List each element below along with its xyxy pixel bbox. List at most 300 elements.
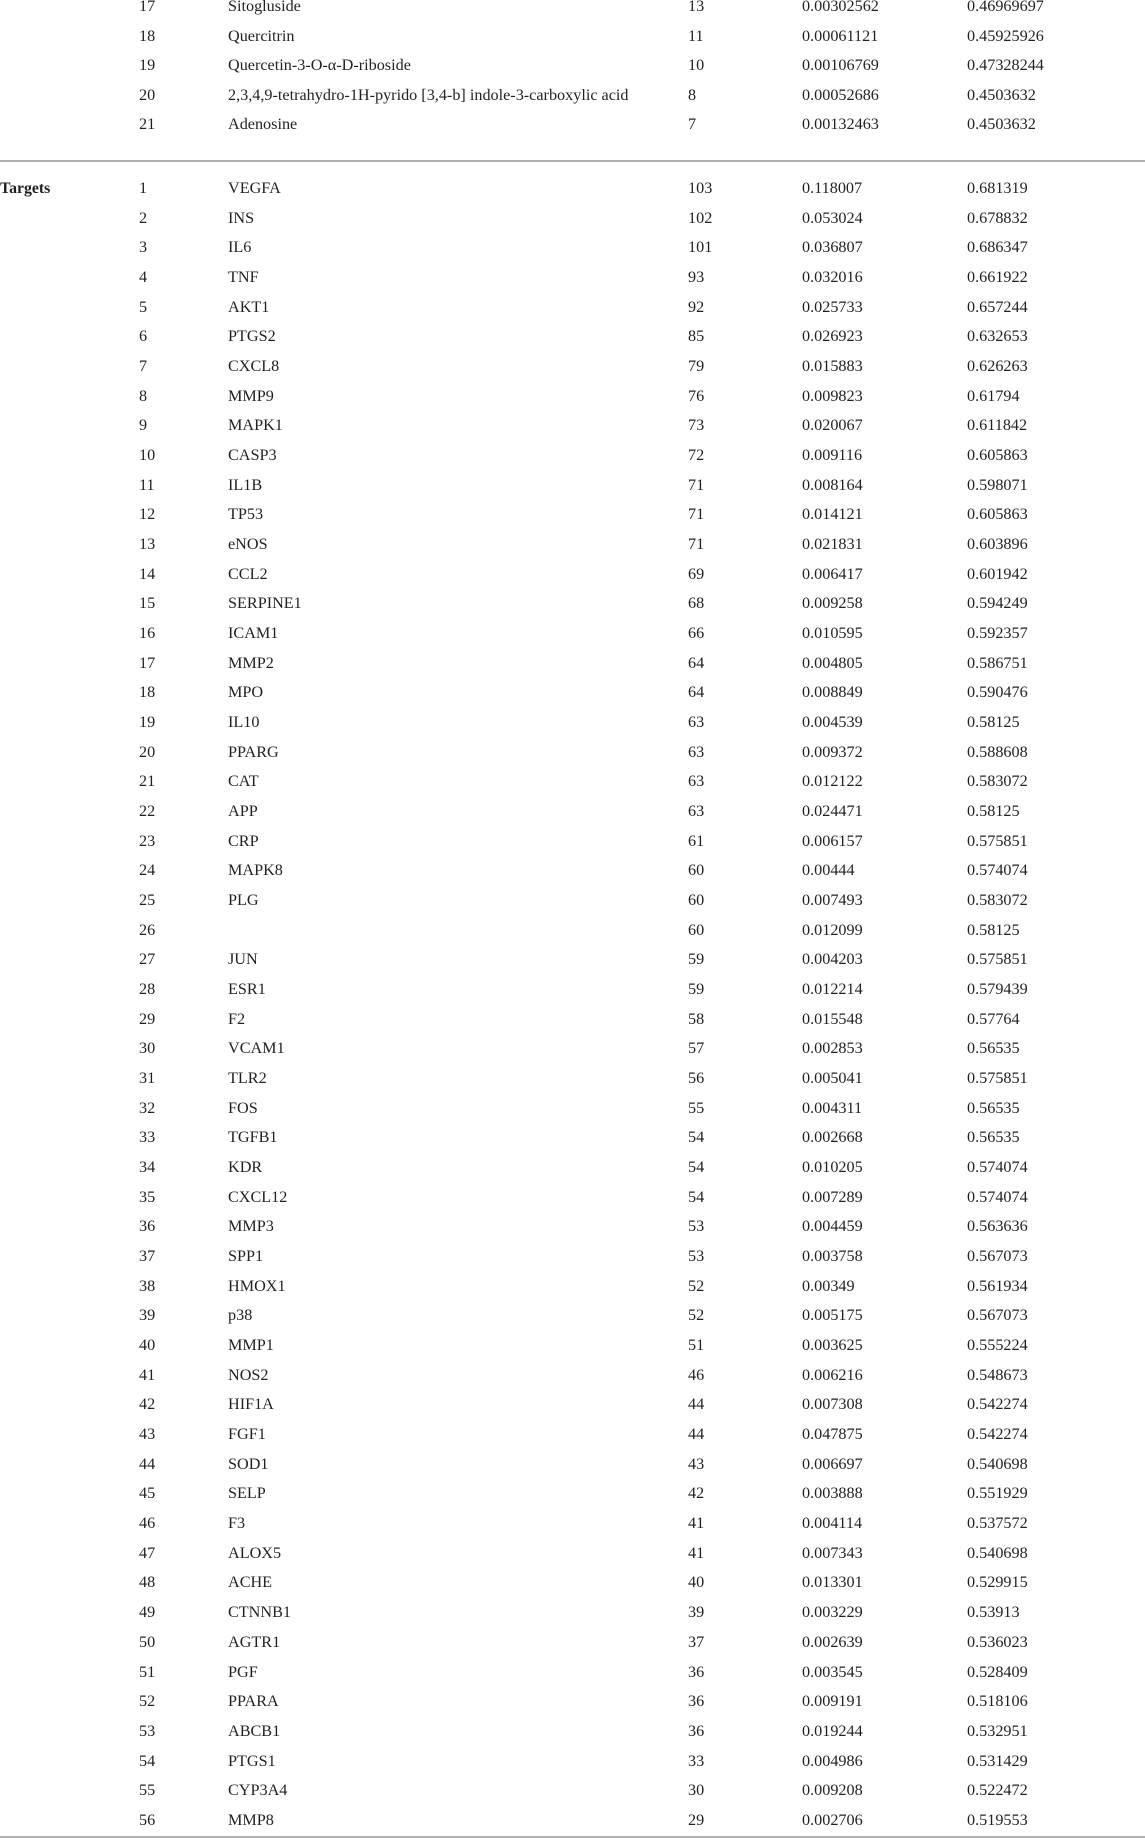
name-cell: VCAM1 — [228, 1039, 285, 1058]
closeness-cell: 0.4503632 — [967, 85, 1036, 104]
table-row — [0, 1064, 1145, 1094]
betweenness-cell: 0.024471 — [802, 802, 863, 821]
closeness-cell: 0.61794 — [967, 386, 1020, 405]
degree-cell: 7 — [688, 115, 697, 134]
degree-cell: 51 — [688, 1336, 705, 1355]
table-row — [0, 1183, 1145, 1213]
degree-cell: 60 — [688, 891, 705, 910]
closeness-cell: 0.598071 — [967, 475, 1028, 494]
degree-cell: 55 — [688, 1098, 705, 1117]
name-cell: Quercetin-3-O-α-D-riboside — [228, 56, 411, 75]
degree-cell: 40 — [688, 1573, 705, 1592]
rank-cell: 23 — [139, 831, 156, 850]
closeness-cell: 0.56535 — [967, 1039, 1020, 1058]
degree-cell: 66 — [688, 624, 705, 643]
degree-cell: 56 — [688, 1069, 705, 1088]
name-cell: KDR — [228, 1158, 263, 1177]
degree-cell: 92 — [688, 297, 705, 316]
closeness-cell: 0.575851 — [967, 1069, 1028, 1088]
rank-cell: 56 — [139, 1810, 156, 1829]
name-cell: p38 — [228, 1306, 253, 1325]
closeness-cell: 0.47328244 — [967, 56, 1044, 75]
closeness-cell: 0.4503632 — [967, 115, 1036, 134]
betweenness-cell: 0.00061121 — [802, 26, 879, 45]
rank-cell: 31 — [139, 1069, 156, 1088]
name-cell: eNOS — [228, 535, 268, 554]
table-row — [0, 352, 1145, 382]
table-row — [0, 916, 1145, 946]
rank-cell: 51 — [139, 1662, 156, 1681]
betweenness-cell: 0.003625 — [802, 1336, 863, 1355]
rank-cell: 55 — [139, 1781, 156, 1800]
table-row — [0, 1687, 1145, 1717]
name-cell: AKT1 — [228, 297, 270, 316]
closeness-cell: 0.58125 — [967, 920, 1020, 939]
table-row — [0, 1094, 1145, 1124]
name-cell: PLG — [228, 891, 259, 910]
table-row — [0, 174, 1145, 204]
betweenness-cell: 0.002706 — [802, 1810, 863, 1829]
table-row — [0, 678, 1145, 708]
name-cell: ACHE — [228, 1573, 273, 1592]
degree-cell: 8 — [688, 85, 697, 104]
betweenness-cell: 0.012122 — [802, 772, 863, 791]
betweenness-cell: 0.002853 — [802, 1039, 863, 1058]
betweenness-cell: 0.003229 — [802, 1603, 863, 1622]
betweenness-cell: 0.004459 — [802, 1217, 863, 1236]
rank-cell: 21 — [139, 772, 156, 791]
betweenness-cell: 0.006216 — [802, 1365, 863, 1384]
name-cell: SOD1 — [228, 1454, 269, 1473]
name-cell: SERPINE1 — [228, 594, 302, 613]
closeness-cell: 0.574074 — [967, 1187, 1028, 1206]
table-row — [0, 1005, 1145, 1035]
rank-cell: 20 — [139, 742, 156, 761]
table-row — [0, 560, 1145, 590]
degree-cell: 61 — [688, 831, 705, 850]
table-row — [0, 1747, 1145, 1777]
table-row — [0, 1717, 1145, 1747]
closeness-cell: 0.626263 — [967, 357, 1028, 376]
degree-cell: 101 — [688, 238, 713, 257]
name-cell: HMOX1 — [228, 1276, 286, 1295]
rank-cell: 6 — [139, 327, 148, 346]
closeness-cell: 0.531429 — [967, 1751, 1028, 1770]
closeness-cell: 0.519553 — [967, 1810, 1028, 1829]
rank-cell: 54 — [139, 1751, 156, 1770]
rank-cell: 27 — [139, 950, 156, 969]
degree-cell: 63 — [688, 713, 705, 732]
degree-cell: 103 — [688, 179, 713, 197]
closeness-cell: 0.661922 — [967, 268, 1028, 286]
degree-cell: 13 — [688, 0, 705, 15]
rank-cell: 8 — [139, 386, 148, 405]
closeness-cell: 0.56535 — [967, 1128, 1020, 1147]
degree-cell: 60 — [688, 861, 705, 880]
degree-cell: 64 — [688, 683, 705, 702]
rank-cell: 15 — [139, 594, 156, 613]
closeness-cell: 0.542274 — [967, 1425, 1028, 1444]
rank-cell: 42 — [139, 1395, 156, 1414]
table-row — [0, 856, 1145, 886]
betweenness-cell: 0.032016 — [802, 268, 863, 286]
rank-cell: 38 — [139, 1276, 156, 1295]
rank-cell: 17 — [139, 0, 156, 15]
closeness-cell: 0.601942 — [967, 564, 1028, 583]
name-cell: MAPK1 — [228, 416, 283, 435]
closeness-cell: 0.575851 — [967, 950, 1028, 969]
closeness-cell: 0.605863 — [967, 505, 1028, 524]
closeness-cell: 0.603896 — [967, 535, 1028, 554]
rank-cell: 10 — [139, 446, 156, 465]
table-row — [0, 1598, 1145, 1628]
betweenness-cell: 0.002639 — [802, 1632, 863, 1651]
degree-cell: 76 — [688, 386, 705, 405]
degree-cell: 52 — [688, 1306, 705, 1325]
closeness-cell: 0.529915 — [967, 1573, 1028, 1592]
name-cell: IL6 — [228, 238, 252, 257]
name-cell: Quercitrin — [228, 26, 295, 45]
betweenness-cell: 0.012099 — [802, 920, 863, 939]
degree-cell: 69 — [688, 564, 705, 583]
table-row — [0, 1479, 1145, 1509]
name-cell: CAT — [228, 772, 259, 791]
table-row — [0, 471, 1145, 501]
table-row — [0, 1361, 1145, 1391]
closeness-cell: 0.542274 — [967, 1395, 1028, 1414]
degree-cell: 53 — [688, 1217, 705, 1236]
table-row — [0, 827, 1145, 857]
name-cell: PTGS2 — [228, 327, 276, 346]
name-cell: HIF1A — [228, 1395, 274, 1414]
betweenness-cell: 0.003545 — [802, 1662, 863, 1681]
betweenness-cell: 0.012214 — [802, 980, 863, 999]
degree-cell: 33 — [688, 1751, 705, 1770]
name-cell: ABCB1 — [228, 1721, 281, 1740]
betweenness-cell: 0.00302562 — [802, 0, 879, 15]
name-cell: JUN — [228, 950, 258, 969]
betweenness-cell: 0.007308 — [802, 1395, 863, 1414]
betweenness-cell: 0.006417 — [802, 564, 863, 583]
closeness-cell: 0.586751 — [967, 653, 1028, 672]
betweenness-cell: 0.004986 — [802, 1751, 863, 1770]
degree-cell: 63 — [688, 802, 705, 821]
degree-cell: 73 — [688, 416, 705, 435]
table-row — [0, 975, 1145, 1005]
rank-cell: 26 — [139, 920, 156, 939]
closeness-cell: 0.567073 — [967, 1306, 1028, 1325]
betweenness-cell: 0.010205 — [802, 1158, 863, 1177]
table-row — [0, 767, 1145, 797]
table-row — [0, 411, 1145, 441]
degree-cell: 79 — [688, 357, 705, 376]
table-row — [0, 1034, 1145, 1064]
betweenness-cell: 0.014121 — [802, 505, 863, 524]
table-row — [0, 1776, 1145, 1806]
betweenness-cell: 0.015548 — [802, 1009, 863, 1028]
closeness-cell: 0.551929 — [967, 1484, 1028, 1503]
table-row — [0, 1153, 1145, 1183]
name-cell: TLR2 — [228, 1069, 267, 1088]
degree-cell: 44 — [688, 1395, 705, 1414]
rank-cell: 33 — [139, 1128, 156, 1147]
table-row — [0, 51, 1145, 81]
rank-cell: 18 — [139, 683, 156, 702]
rank-cell: 24 — [139, 861, 156, 880]
closeness-cell: 0.563636 — [967, 1217, 1028, 1236]
table-row — [0, 204, 1145, 234]
rank-cell: 35 — [139, 1187, 156, 1206]
table-row — [0, 1242, 1145, 1272]
name-cell: APP — [228, 802, 258, 821]
rank-cell: 43 — [139, 1425, 156, 1444]
table-row — [0, 1301, 1145, 1331]
name-cell: FOS — [228, 1098, 258, 1117]
degree-cell: 30 — [688, 1781, 705, 1800]
table-row — [0, 500, 1145, 530]
degree-cell: 71 — [688, 475, 705, 494]
name-cell: MMP1 — [228, 1336, 274, 1355]
closeness-cell: 0.632653 — [967, 327, 1028, 346]
table-row — [0, 1658, 1145, 1688]
rank-cell: 52 — [139, 1692, 156, 1711]
name-cell: MMP3 — [228, 1217, 274, 1236]
degree-cell: 58 — [688, 1009, 705, 1028]
betweenness-cell: 0.009258 — [802, 594, 863, 613]
betweenness-cell: 0.00132463 — [802, 115, 879, 134]
betweenness-cell: 0.008849 — [802, 683, 863, 702]
rank-cell: 20 — [139, 85, 156, 104]
betweenness-cell: 0.009116 — [802, 446, 863, 465]
name-cell: FGF1 — [228, 1425, 266, 1444]
name-cell: TGFB1 — [228, 1128, 278, 1147]
name-cell: PPARG — [228, 742, 279, 761]
betweenness-cell: 0.036807 — [802, 238, 863, 257]
degree-cell: 63 — [688, 742, 705, 761]
betweenness-cell: 0.005175 — [802, 1306, 863, 1325]
name-cell: MMP2 — [228, 653, 274, 672]
degree-cell: 64 — [688, 653, 705, 672]
betweenness-cell: 0.006157 — [802, 831, 863, 850]
rank-cell: 40 — [139, 1336, 156, 1355]
closeness-cell: 0.540698 — [967, 1543, 1028, 1562]
table-row — [0, 619, 1145, 649]
table-row — [0, 530, 1145, 560]
closeness-cell: 0.592357 — [967, 624, 1028, 643]
betweenness-cell: 0.002668 — [802, 1128, 863, 1147]
table-row — [0, 293, 1145, 323]
closeness-cell: 0.588608 — [967, 742, 1028, 761]
name-cell: PGF — [228, 1662, 258, 1681]
degree-cell: 54 — [688, 1187, 705, 1206]
rank-cell: 16 — [139, 624, 156, 643]
name-cell: SPP1 — [228, 1247, 264, 1266]
rank-cell: 11 — [139, 475, 155, 494]
degree-cell: 36 — [688, 1692, 705, 1711]
degree-cell: 59 — [688, 950, 705, 969]
rank-cell: 19 — [139, 56, 156, 75]
rank-cell: 19 — [139, 713, 156, 732]
rank-cell: 44 — [139, 1454, 156, 1473]
degree-cell: 36 — [688, 1721, 705, 1740]
rank-cell: 25 — [139, 891, 156, 910]
rank-cell: 21 — [139, 115, 156, 134]
closeness-cell: 0.555224 — [967, 1336, 1028, 1355]
betweenness-cell: 0.00444 — [802, 861, 855, 880]
betweenness-cell: 0.019244 — [802, 1721, 863, 1740]
betweenness-cell: 0.025733 — [802, 297, 863, 316]
degree-cell: 37 — [688, 1632, 705, 1651]
rank-cell: 48 — [139, 1573, 156, 1592]
name-cell: Sitogluside — [228, 0, 301, 15]
betweenness-cell: 0.008164 — [802, 475, 863, 494]
name-cell: CYP3A4 — [228, 1781, 288, 1800]
closeness-cell: 0.590476 — [967, 683, 1028, 702]
closeness-cell: 0.594249 — [967, 594, 1028, 613]
table-row — [0, 1272, 1145, 1302]
degree-cell: 71 — [688, 535, 705, 554]
degree-cell: 44 — [688, 1425, 705, 1444]
table-row — [0, 1509, 1145, 1539]
rank-cell: 29 — [139, 1009, 156, 1028]
table-row — [0, 649, 1145, 679]
degree-cell: 54 — [688, 1158, 705, 1177]
degree-cell: 10 — [688, 56, 705, 75]
name-cell: Adenosine — [228, 115, 298, 134]
rank-cell: 49 — [139, 1603, 156, 1622]
betweenness-cell: 0.00349 — [802, 1276, 855, 1295]
betweenness-cell: 0.026923 — [802, 327, 863, 346]
name-cell: CXCL12 — [228, 1187, 288, 1206]
rank-cell: 4 — [139, 268, 148, 286]
betweenness-cell: 0.009823 — [802, 386, 863, 405]
closeness-cell: 0.611842 — [967, 416, 1028, 435]
closeness-cell: 0.58125 — [967, 713, 1020, 732]
closeness-cell: 0.579439 — [967, 980, 1028, 999]
name-cell: VEGFA — [228, 179, 281, 197]
betweenness-cell: 0.004114 — [802, 1514, 863, 1533]
name-cell: MMP8 — [228, 1810, 274, 1829]
betweenness-cell: 0.003888 — [802, 1484, 863, 1503]
name-cell: IL1B — [228, 475, 263, 494]
rank-cell: 47 — [139, 1543, 156, 1562]
betweenness-cell: 0.010595 — [802, 624, 863, 643]
closeness-cell: 0.686347 — [967, 238, 1028, 257]
rank-cell: 12 — [139, 505, 156, 524]
closeness-cell: 0.561934 — [967, 1276, 1028, 1295]
name-cell: MPO — [228, 683, 264, 702]
name-cell: NOS2 — [228, 1365, 269, 1384]
degree-cell: 57 — [688, 1039, 705, 1058]
degree-cell: 54 — [688, 1128, 705, 1147]
table-row — [0, 322, 1145, 352]
table-row — [0, 22, 1145, 52]
degree-cell: 85 — [688, 327, 705, 346]
table-row — [0, 945, 1145, 975]
betweenness-cell: 0.007343 — [802, 1543, 863, 1562]
betweenness-cell: 0.009372 — [802, 742, 863, 761]
closeness-cell: 0.678832 — [967, 208, 1028, 227]
name-cell: CTNNB1 — [228, 1603, 291, 1622]
table-row — [0, 1420, 1145, 1450]
betweenness-cell: 0.047875 — [802, 1425, 863, 1444]
degree-cell: 42 — [688, 1484, 705, 1503]
closeness-cell: 0.45925926 — [967, 26, 1044, 45]
betweenness-cell: 0.006697 — [802, 1454, 863, 1473]
degree-cell: 41 — [688, 1543, 705, 1562]
rank-cell: 32 — [139, 1098, 156, 1117]
table-row — [0, 382, 1145, 412]
table-row — [0, 1628, 1145, 1658]
rank-cell: 5 — [139, 297, 148, 316]
closeness-cell: 0.540698 — [967, 1454, 1028, 1473]
name-cell: CASP3 — [228, 446, 277, 465]
betweenness-cell: 0.020067 — [802, 416, 863, 435]
closeness-cell: 0.583072 — [967, 772, 1028, 791]
rank-cell: 13 — [139, 535, 156, 554]
closeness-cell: 0.46969697 — [967, 0, 1044, 15]
degree-cell: 71 — [688, 505, 705, 524]
closeness-cell: 0.532951 — [967, 1721, 1028, 1740]
table-bottom-rule — [0, 1836, 1145, 1838]
rank-cell: 46 — [139, 1514, 156, 1533]
closeness-cell: 0.583072 — [967, 891, 1028, 910]
closeness-cell: 0.518106 — [967, 1692, 1028, 1711]
closeness-cell: 0.58125 — [967, 802, 1020, 821]
table-row — [0, 708, 1145, 738]
closeness-cell: 0.574074 — [967, 861, 1028, 880]
rank-cell: 53 — [139, 1721, 156, 1740]
rank-cell: 34 — [139, 1158, 156, 1177]
betweenness-cell: 0.004539 — [802, 713, 863, 732]
betweenness-cell: 0.004805 — [802, 653, 863, 672]
betweenness-cell: 0.00106769 — [802, 56, 879, 75]
rank-cell: 17 — [139, 653, 156, 672]
table-row — [0, 1212, 1145, 1242]
closeness-cell: 0.567073 — [967, 1247, 1028, 1266]
name-cell: PPARA — [228, 1692, 279, 1711]
rank-cell: 2 — [139, 208, 148, 227]
degree-cell: 39 — [688, 1603, 705, 1622]
table-row — [0, 1390, 1145, 1420]
betweenness-cell: 0.118007 — [802, 179, 863, 197]
degree-cell: 68 — [688, 594, 705, 613]
degree-cell: 36 — [688, 1662, 705, 1681]
degree-cell: 52 — [688, 1276, 705, 1295]
table-row — [0, 797, 1145, 827]
betweenness-cell: 0.004203 — [802, 950, 863, 969]
betweenness-cell: 0.007289 — [802, 1187, 863, 1206]
degree-cell: 60 — [688, 920, 705, 939]
rank-cell: 37 — [139, 1247, 156, 1266]
degree-cell: 11 — [688, 26, 704, 45]
degree-cell: 93 — [688, 268, 705, 286]
closeness-cell: 0.548673 — [967, 1365, 1028, 1384]
rank-cell: 28 — [139, 980, 156, 999]
name-cell: ESR1 — [228, 980, 266, 999]
betweenness-cell: 0.00052686 — [802, 85, 879, 104]
section-divider — [0, 160, 1145, 162]
closeness-cell: 0.53913 — [967, 1603, 1020, 1622]
degree-cell: 63 — [688, 772, 705, 791]
betweenness-cell: 0.009191 — [802, 1692, 863, 1711]
rank-cell: 36 — [139, 1217, 156, 1236]
closeness-cell: 0.522472 — [967, 1781, 1028, 1800]
betweenness-cell: 0.005041 — [802, 1069, 863, 1088]
name-cell: MAPK8 — [228, 861, 283, 880]
rank-cell: 18 — [139, 26, 156, 45]
rank-cell: 14 — [139, 564, 156, 583]
